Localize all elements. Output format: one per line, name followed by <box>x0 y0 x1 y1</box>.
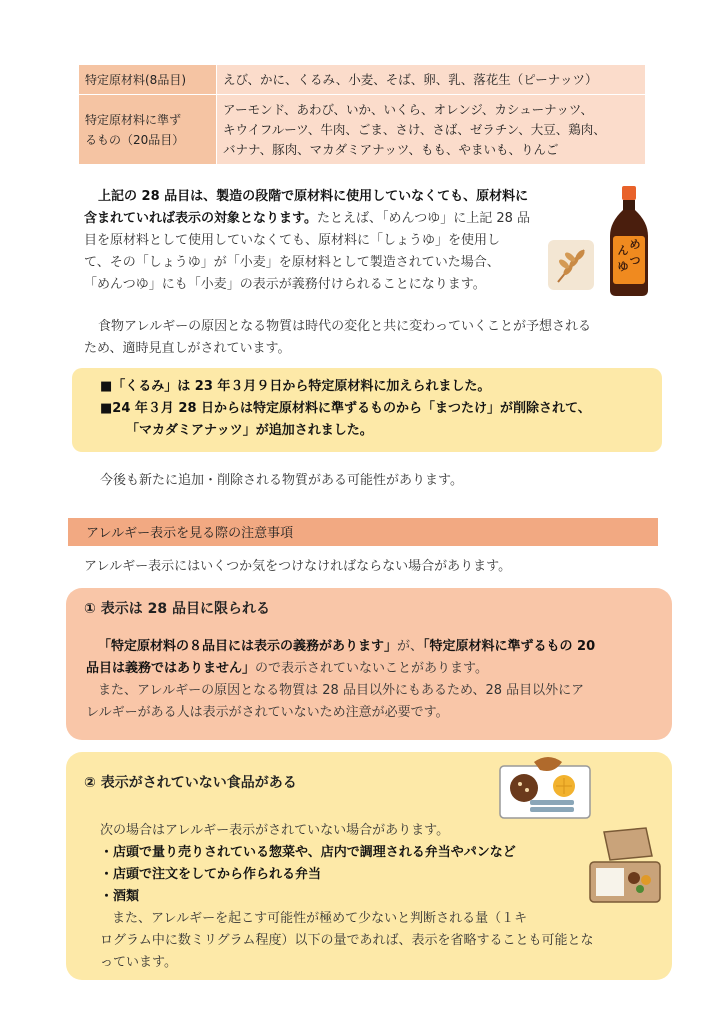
future-paragraph: 今後も新たに追加・削除される物質がある可能性があります。 <box>100 473 463 488</box>
card-line: 次の場合はアレルギー表示がされていない場合があります。 <box>100 823 450 838</box>
bold-text: 品目は義務ではありません」 <box>86 661 256 676</box>
card-title: ① 表示は 28 品目に限られる <box>84 601 270 617</box>
allergen-table <box>78 64 646 165</box>
explanation-paragraph <box>84 186 584 296</box>
para-line: 食物アレルギーの原因となる物質は時代の変化と共に変わっていくことが予想される <box>98 319 592 334</box>
para-text: たとえば、「めんつゆ」に上記 28 品 <box>316 211 531 226</box>
bullet-item: ・酒類 <box>100 889 140 904</box>
cell-line: キウイフルーツ、牛肉、ごま、さけ、さば、ゼラチン、大豆、鶏肉、 <box>223 121 606 137</box>
head-line: るもの（20品目） <box>85 132 185 147</box>
para-line: ため、適時見直しがされています。 <box>84 341 291 356</box>
head-line: 特定原材料に準ず <box>85 112 182 127</box>
bento-box-icon <box>586 826 664 908</box>
card-line <box>86 658 654 680</box>
card-text <box>84 820 604 908</box>
bullet-item: ・店頭で量り売りされている惣菜や、店内で調理される弁当やパンなど <box>100 845 516 860</box>
para-line: 目を原材料として使用していなくても、原材料に「しょうゆ」を使用し <box>84 233 501 248</box>
table-head-equivalent <box>79 95 217 165</box>
card-line: また、アレルギーを起こす可能性が極めて少ないと判断される量（１キ <box>112 911 528 926</box>
bold-text: 「特定原材料に準ずるもの 20 <box>423 639 596 654</box>
cell-line: アーモンド、あわび、いか、いくら、オレンジ、カシューナッツ、 <box>223 101 594 117</box>
cell-line: バナナ、豚肉、マカダミアナッツ、もも、やまいも、りんご <box>223 141 559 157</box>
notice-line: 「マカダミアナッツ」が追加されました。 <box>126 423 373 438</box>
caution-card-1 <box>66 588 672 740</box>
bottle-label: めんつゆ <box>617 238 641 273</box>
card-line: また、アレルギーの原因となる物質は 28 品目以外にもあるため、28 品目以外にア <box>98 683 585 698</box>
table-row <box>79 95 646 165</box>
table-row <box>79 65 646 95</box>
para-line: て、その「しょうゆ」が「小麦」を原材料として製造されていた場合、 <box>84 255 500 270</box>
card-line: レルギーがある人は表示がされていないため注意が必要です。 <box>86 705 449 720</box>
card-title: ② 表示がされていない食品がある <box>84 775 297 791</box>
bold-text: 「特定原材料の８品目には表示の義務があります」 <box>98 639 398 654</box>
notice-box <box>72 368 662 452</box>
card-text: が、 <box>397 639 424 654</box>
table-cell-equivalent <box>217 95 646 165</box>
change-paragraph <box>84 316 664 360</box>
bold-text: 含まれていれば表示の対象となります。 <box>84 211 317 226</box>
bread-tray-icon <box>496 752 594 824</box>
bullet-item: ・店頭で注文をしてから作られる弁当 <box>100 867 322 882</box>
card-text <box>84 636 654 724</box>
bold-text: 上記の 28 品目は、製造の段階で原材料に使用していなくても、原材料に <box>98 189 529 204</box>
wheat-icon <box>548 240 594 290</box>
para-line <box>84 208 584 230</box>
notice-line: ■「くるみ」は 23 年３月９日から特定原材料に加えられました。 <box>100 379 491 394</box>
para-line: 「めんつゆ」にも「小麦」の表示が義務付けられることになります。 <box>84 277 486 292</box>
notice-line: ■24 年３月 28 日からは特定原材料に準ずるものから「まつたけ」が削除されて、 <box>100 401 591 416</box>
intro-paragraph: アレルギー表示にはいくつか気をつけなければならない場合があります。 <box>84 559 512 574</box>
bottle-icon <box>604 186 654 298</box>
card-text <box>84 908 654 974</box>
card-line <box>86 636 654 658</box>
card-text: ので表示されていないことがあります。 <box>255 661 488 676</box>
card-line: っています。 <box>100 955 177 970</box>
card-line: ログラム中に数ミリグラム程度）以下の量であれば、表示を省略することも可能とな <box>100 933 594 948</box>
para-line <box>84 186 584 208</box>
table-head-specified: 特定原材料(8品目) <box>79 65 217 95</box>
section-title: アレルギー表示を見る際の注意事項 <box>68 518 658 546</box>
table-cell-specified: えび、かに、くるみ、小麦、そば、卵、乳、落花生（ピーナッツ） <box>217 65 646 95</box>
